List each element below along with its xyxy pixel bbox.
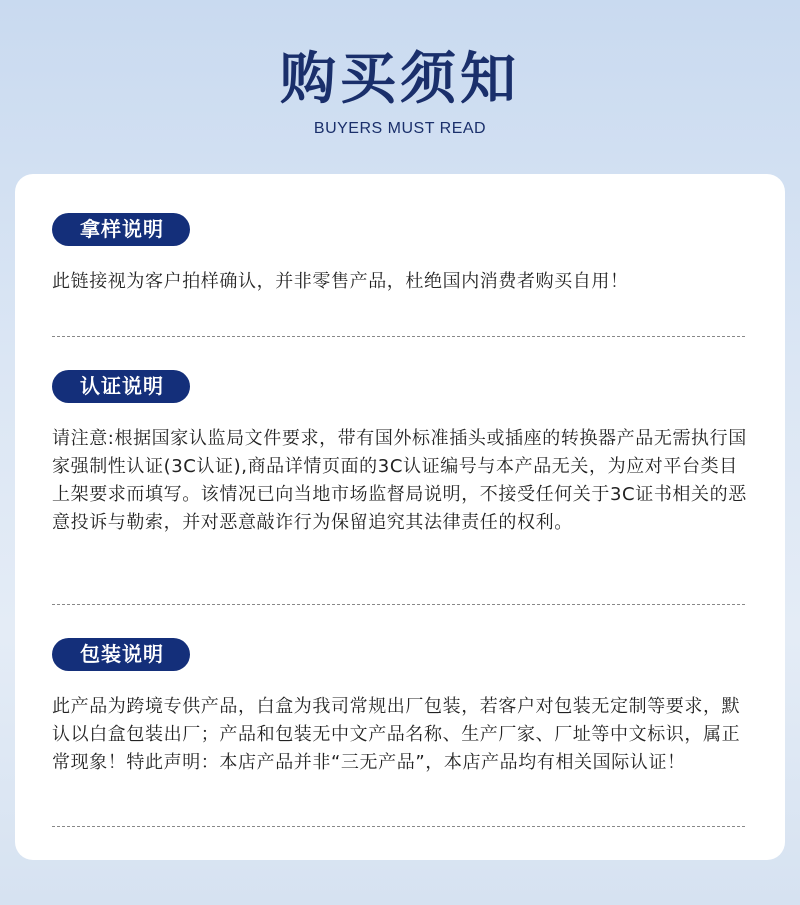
notice-card — [15, 174, 785, 860]
page-title: 购买须知 — [280, 47, 520, 112]
certification-section-label: 认证说明 — [52, 370, 190, 403]
packaging-section-text: 此产品为跨境专供产品，白盒为我司常规出厂包装，若客户对包装无定制等要求，默认以白盒包装出厂；产品和包装无中文产品名称、生产厂家、厂址等中文标识，属正常现象！特此声明：本店产品并非“三无产品”，本店产品均有相关国际认证！ — [52, 696, 741, 773]
certification-section-text: 请注意:根据国家认监局文件要求，带有国外标准插头或插座的转换器产品无需执行国家强制性认证(3C认证),商品详情页面的3C认证编号与本产品无关，为应对平台类目上架要求而填写。该情况已向当地市场监督局说明，不接受任何关于3C证书相关的恶意投诉与勒索，并对恶意敲诈行为保留追究其法律责任的权利。 — [52, 428, 747, 533]
sample-section-label: 拿样说明 — [52, 213, 190, 246]
packaging-section-label: 包装说明 — [52, 638, 190, 671]
section-divider — [52, 336, 745, 337]
sample-section-text: 此链接视为客户拍样确认，并非零售产品，杜绝国内消费者购买自用！ — [52, 271, 629, 292]
packaging-section — [52, 638, 749, 777]
sample-section — [52, 213, 749, 296]
page-subtitle: BUYERS MUST READ — [313, 120, 487, 137]
certification-section — [52, 370, 749, 537]
page-header — [0, 0, 800, 170]
section-divider — [52, 604, 745, 605]
section-divider — [52, 826, 745, 827]
